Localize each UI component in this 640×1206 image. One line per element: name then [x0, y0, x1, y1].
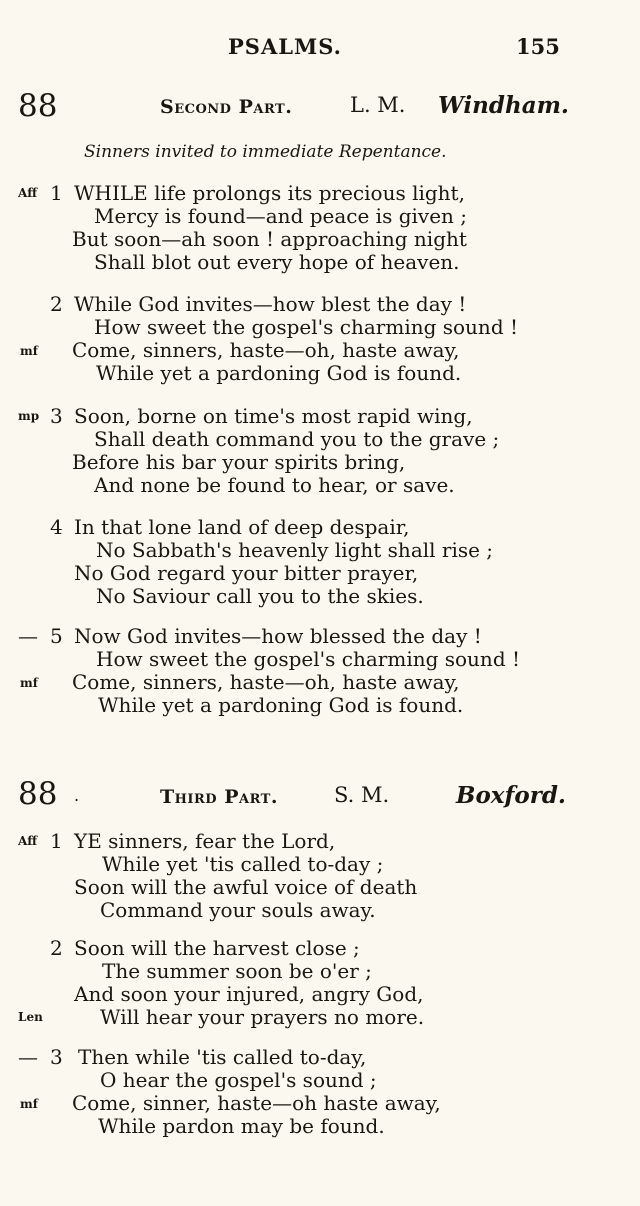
verse-line: Come, sinner, haste—oh haste away,: [72, 1091, 441, 1115]
verse-line: While pardon may be found.: [98, 1114, 385, 1138]
dynamic-mark: mf: [20, 1097, 38, 1111]
verse-line: Shall death command you to the grave ;: [94, 427, 500, 451]
verse-line: The summer soon be o'er ;: [102, 959, 372, 983]
verse-line: No Saviour call you to the skies.: [96, 584, 424, 608]
page-number: 155: [516, 34, 560, 59]
verse-line: How sweet the gospel's charming sound !: [94, 315, 519, 339]
verse-line: Now God invites—how blessed the day !: [74, 624, 482, 648]
tune-name: Windham.: [438, 92, 569, 119]
dynamic-mark: —: [18, 1045, 38, 1069]
verse-line: Mercy is found—and peace is given ;: [94, 204, 468, 228]
hymn-subtitle: Sinners invited to immediate Repentance.: [84, 142, 447, 162]
dynamic-mark: mf: [20, 344, 38, 358]
verse-line: In that lone land of deep despair,: [74, 515, 410, 539]
verse-line: WHILE life prolongs its precious light,: [74, 181, 465, 205]
hymn-mark: .: [74, 786, 80, 805]
verse-line: O hear the gospel's sound ;: [100, 1068, 377, 1092]
verse-line: How sweet the gospel's charming sound !: [96, 647, 521, 671]
hymn-part: Second Part.: [160, 96, 293, 118]
verse-line: While yet 'tis called to-day ;: [102, 852, 384, 876]
dynamic-mark: —: [18, 624, 38, 648]
verse-number: 2: [50, 292, 63, 316]
verse-number: 3: [50, 404, 63, 428]
verse-number: 3: [50, 1045, 63, 1069]
verse-line: While yet a pardoning God is found.: [96, 361, 462, 385]
dynamic-mark: Aff: [18, 834, 38, 848]
verse-number: 1: [50, 181, 63, 205]
dynamic-mark: mf: [20, 676, 38, 690]
verse-number: 4: [50, 515, 63, 539]
tune-name: Boxford.: [456, 782, 566, 809]
verse-line: Command your souls away.: [100, 898, 376, 922]
verse-line: Then while 'tis called to-day,: [78, 1045, 367, 1069]
verse-number: 2: [50, 936, 63, 960]
verse-line: Soon will the awful voice of death: [74, 875, 418, 899]
verse-number: 5: [50, 624, 63, 648]
hymn-number: 88: [18, 776, 58, 812]
dynamic-mark: mp: [18, 409, 40, 423]
verse-line: Come, sinners, haste—oh, haste away,: [72, 338, 460, 362]
hymn-part: Third Part.: [160, 786, 278, 808]
verse-line: While yet a pardoning God is found.: [98, 693, 464, 717]
verse-line: And none be found to hear, or save.: [94, 473, 455, 497]
verse-line: While God invites—how blest the day !: [74, 292, 467, 316]
verse-line: And soon your injured, angry God,: [74, 982, 424, 1006]
verse-line: No God regard your bitter prayer,: [74, 561, 419, 585]
verse-line: Before his bar your spirits bring,: [72, 450, 406, 474]
verse-line: Will hear your prayers no more.: [100, 1005, 425, 1029]
hymn-number: 88: [18, 88, 58, 124]
verse-line: Shall blot out every hope of heaven.: [94, 250, 460, 274]
running-head: PSALMS.: [228, 34, 342, 59]
dynamic-mark: Aff: [18, 186, 38, 200]
hymn-meter: S. M.: [334, 783, 390, 807]
verse-line: But soon—ah soon ! approaching night: [72, 227, 467, 251]
verse-line: YE sinners, fear the Lord,: [74, 829, 336, 853]
verse-line: No Sabbath's heavenly light shall rise ;: [96, 538, 494, 562]
verse-line: Soon will the harvest close ;: [74, 936, 360, 960]
hymn-meter: L. M.: [350, 93, 406, 117]
verse-number: 1: [50, 829, 63, 853]
verse-line: Soon, borne on time's most rapid wing,: [74, 404, 473, 428]
verse-line: Come, sinners, haste—oh, haste away,: [72, 670, 460, 694]
dynamic-mark: Len: [18, 1010, 43, 1024]
